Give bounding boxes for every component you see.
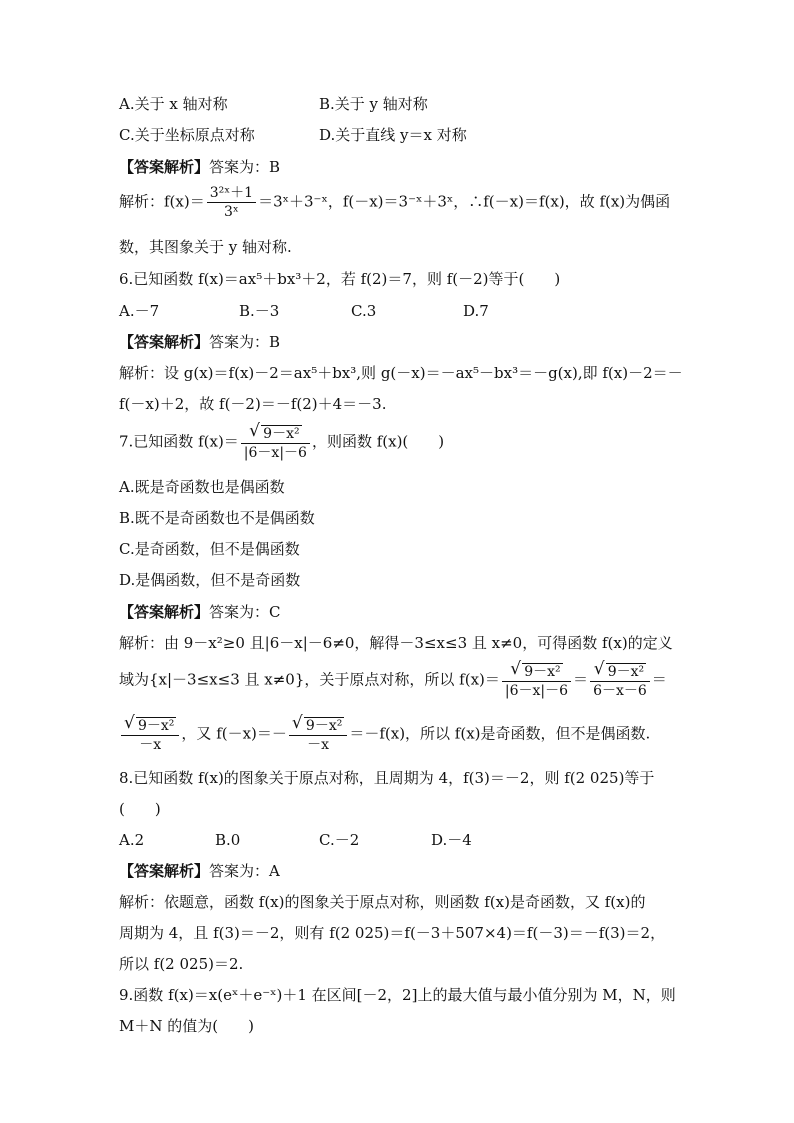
fraction-denominator: 6－x－6 xyxy=(590,681,650,698)
q6-answer xyxy=(119,335,280,350)
q6-solution-line2: f(－x)＋2，故 f(－2)＝－f(2)＋4＝－3. xyxy=(119,395,387,413)
fraction xyxy=(121,717,179,752)
fraction-denominator: |6－x|－6 xyxy=(241,443,310,460)
fraction-denominator: |6－x|－6 xyxy=(502,681,571,698)
equals-sign: ＝ xyxy=(573,670,589,689)
q9-stem-line1: 9.函数 f(x)＝x(eˣ＋e⁻ˣ)＋1 在区间[－2，2]上的最大值与最小值分别为 M，N，则 xyxy=(119,986,676,1004)
q5-option-b: B.关于 y 轴对称 xyxy=(319,95,428,113)
q7-option-d: D.是偶函数，但不是奇函数 xyxy=(119,571,301,589)
fraction xyxy=(590,663,650,698)
answer-heading: 【答案解析】 xyxy=(119,862,210,880)
answer-value: 答案为：B xyxy=(209,158,281,176)
q8-solution-line3: 所以 f(2 025)＝2. xyxy=(119,955,244,973)
solution-text: 解析：f(x)＝ xyxy=(119,192,205,211)
q8-stem-line1: 8.已知函数 f(x)的图象关于原点对称，且周期为 4，f(3)＝－2，则 f(2 025)等于 xyxy=(119,769,655,787)
radicand: 9－x² xyxy=(263,426,300,442)
solution-text: ，又 f(－x)＝－ xyxy=(181,724,287,743)
sqrt-sign xyxy=(510,663,562,679)
q5-option-a: A.关于 x 轴对称 xyxy=(119,95,228,113)
q7-solution-line2 xyxy=(119,663,667,698)
fraction-denominator: 3ˣ xyxy=(207,202,256,219)
solution-text: ＝3ˣ＋3⁻ˣ，f(－x)＝3⁻ˣ＋3ˣ，∴f(－x)＝f(x)，故 f(x)为偶函 xyxy=(258,192,671,211)
q7-solution-line1: 解析：由 9－x²≥0 且|6－x|－6≠0，解得－3≤x≤3 且 x≠0，可得函数 f(x)的定义 xyxy=(119,634,673,652)
q7-answer xyxy=(119,605,281,620)
q5-option-c: C.关于坐标原点对称 xyxy=(119,126,255,144)
fraction-numerator xyxy=(241,425,310,443)
q5-option-d: D.关于直线 y＝x 对称 xyxy=(319,126,467,144)
q8-option-c: C.－2 xyxy=(319,831,360,849)
q6-option-a: A.－7 xyxy=(119,302,160,320)
q7-option-b: B.既不是奇函数也不是偶函数 xyxy=(119,509,315,527)
radicand: 9－x² xyxy=(524,664,561,680)
q6-option-c: C.3 xyxy=(351,302,377,320)
q6-solution-line1: 解析：设 g(x)＝f(x)－2＝ax⁵＋bx³,则 g(－x)＝－ax⁵－bx³＝－g(x),即 f(x)－2＝－ xyxy=(119,364,683,382)
sqrt-sign xyxy=(124,717,176,733)
sqrt-sign xyxy=(594,663,646,679)
answer-value: 答案为：C xyxy=(209,603,281,621)
fraction xyxy=(241,425,310,460)
fraction xyxy=(289,717,347,752)
q6-option-b: B.－3 xyxy=(239,302,280,320)
q8-option-d: D.－4 xyxy=(431,831,472,849)
q7-solution-line3 xyxy=(119,717,650,752)
fraction-numerator xyxy=(502,663,571,681)
answer-heading: 【答案解析】 xyxy=(119,158,210,176)
q8-option-b: B.0 xyxy=(215,831,241,849)
fraction-denominator: －x xyxy=(289,735,347,752)
fraction xyxy=(207,186,256,219)
sqrt-sign xyxy=(249,425,301,441)
radicand: 9－x² xyxy=(305,718,343,734)
answer-heading: 【答案解析】 xyxy=(119,603,210,621)
fraction-numerator xyxy=(289,717,347,735)
answer-heading: 【答案解析】 xyxy=(119,333,210,351)
radicand: 9－x² xyxy=(138,718,175,734)
solution-text: 域为{x|－3≤x≤3 且 x≠0}，关于原点对称，所以 f(x)＝ xyxy=(119,670,500,689)
q7-option-a: A.既是奇函数也是偶函数 xyxy=(119,478,285,496)
fraction-numerator xyxy=(121,717,179,735)
q6-stem: 6.已知函数 f(x)＝ax⁵＋bx³＋2，若 f(2)＝7，则 f(－2)等于( ) xyxy=(119,270,561,288)
solution-text: ＝－f(x)，所以 f(x)是奇函数，但不是偶函数. xyxy=(349,724,651,743)
q5-solution-line2: 数，其图象关于 y 轴对称. xyxy=(119,238,292,256)
q8-option-a: A.2 xyxy=(119,831,145,849)
answer-value: 答案为：A xyxy=(209,862,280,880)
q6-option-d: D.7 xyxy=(463,302,489,320)
q8-solution-line2: 周期为 4，且 f(3)＝－2，则有 f(2 025)＝f(－3＋507×4)＝f(－3)＝－f(3)＝2， xyxy=(119,924,666,942)
q8-solution-line1: 解析：依题意，函数 f(x)的图象关于原点对称，则函数 f(x)是奇函数，又 f(x)的 xyxy=(119,893,646,911)
q7-option-c: C.是奇函数，但不是偶函数 xyxy=(119,540,300,558)
answer-value: 答案为：B xyxy=(209,333,281,351)
q7-stem xyxy=(119,425,444,460)
fraction xyxy=(502,663,571,698)
equals-sign: ＝ xyxy=(651,670,667,689)
q8-answer xyxy=(119,864,280,879)
sqrt-sign xyxy=(292,717,344,733)
stem-text: 7.已知函数 f(x)＝ xyxy=(119,432,239,451)
fraction-numerator: 3²ˣ＋1 xyxy=(209,185,254,201)
q8-stem-line2: ( ) xyxy=(119,800,161,818)
q5-answer xyxy=(119,160,280,175)
q5-solution-line1 xyxy=(119,186,670,219)
radicand: 9－x² xyxy=(607,664,645,680)
stem-text: ，则函数 f(x)( ) xyxy=(311,432,445,451)
fraction-numerator xyxy=(590,663,650,681)
fraction-denominator: －x xyxy=(121,735,179,752)
q9-stem-line2: M＋N 的值为( ) xyxy=(119,1017,254,1035)
